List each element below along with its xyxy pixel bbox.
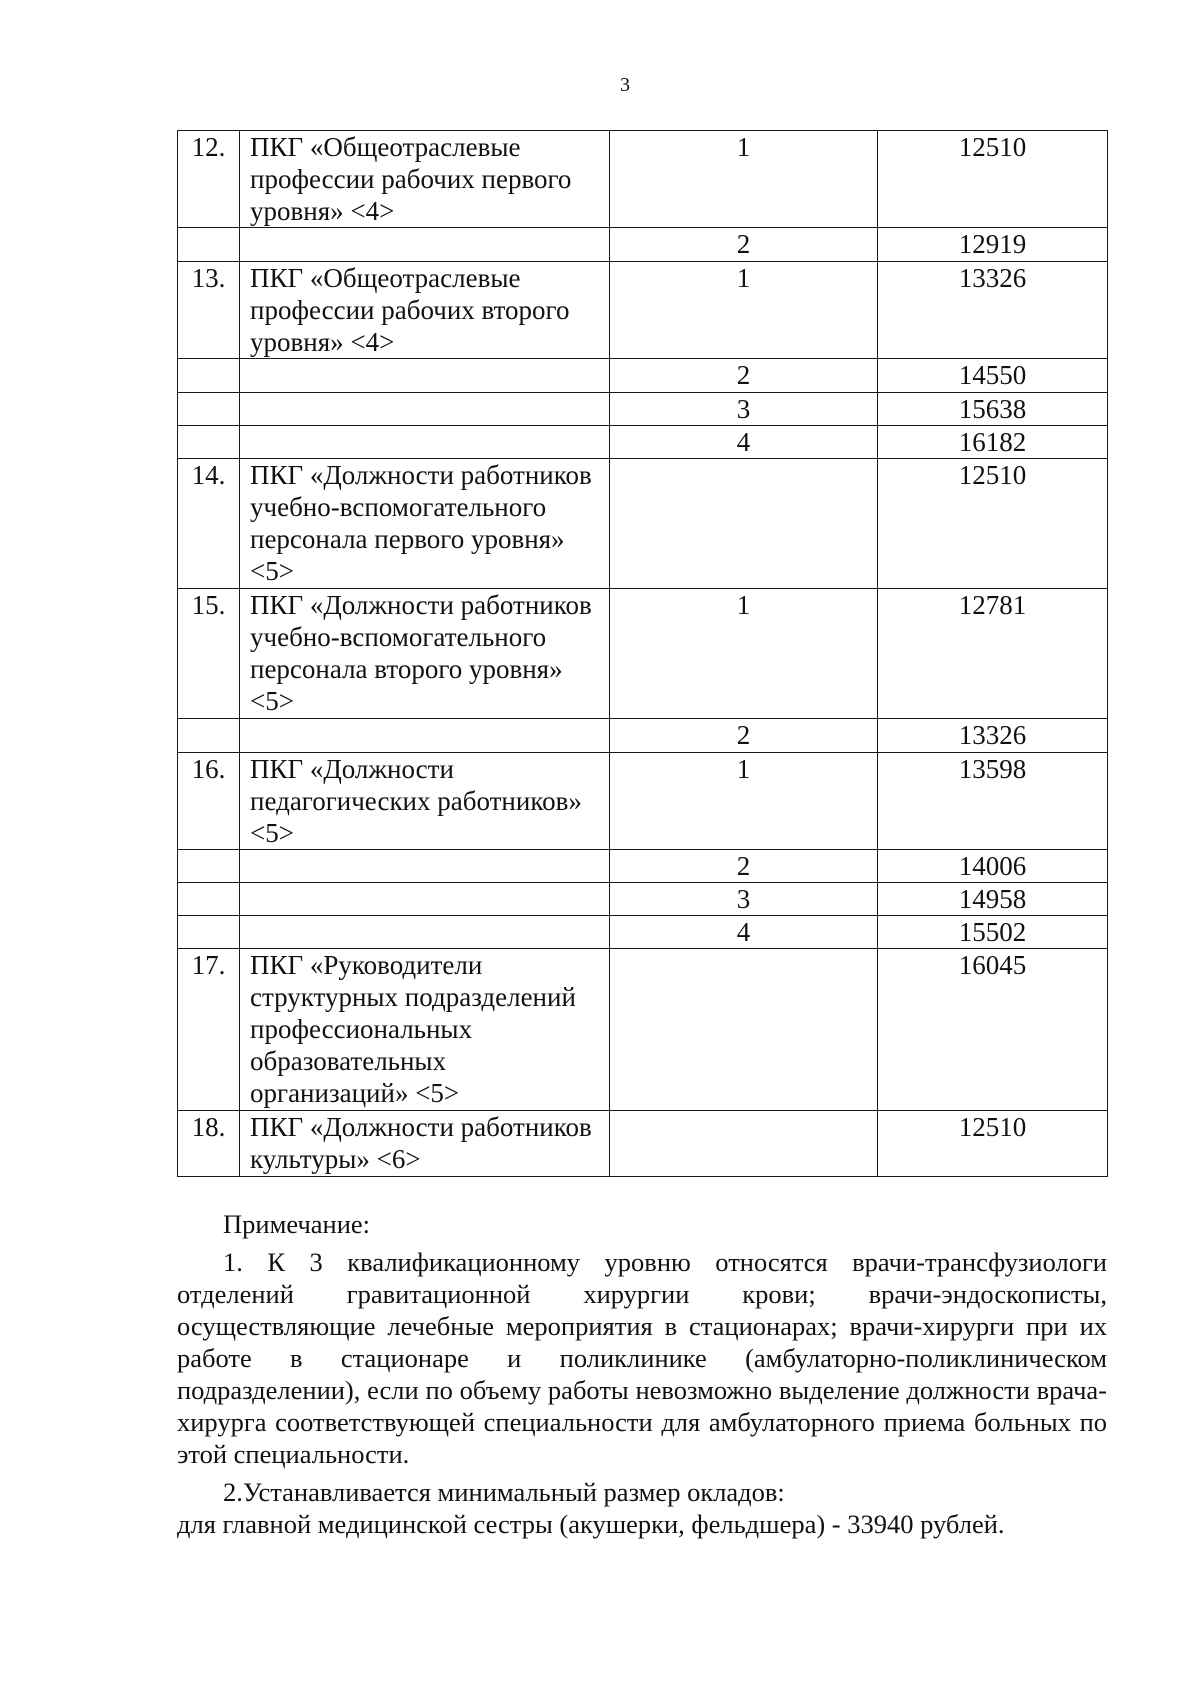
salary-amount: 13326	[878, 262, 1108, 359]
row-number	[178, 916, 240, 949]
table-row	[178, 426, 1108, 459]
table-row	[178, 393, 1108, 426]
row-number	[178, 393, 240, 426]
row-number: 17.	[178, 949, 240, 1111]
table-row	[178, 719, 1108, 753]
qualification-level: 2	[610, 719, 878, 753]
salary-amount: 12781	[878, 589, 1108, 719]
row-number	[178, 850, 240, 883]
salary-amount: 13326	[878, 719, 1108, 753]
group-name: ПКГ «Должности работников учебно-вспомогательного персонала второго уровня» <5>	[240, 589, 610, 719]
note-item-2-detail: для главной медицинской сестры (акушерки, фельдшера) - 33940 рублей.	[177, 1509, 1005, 1539]
group-name	[240, 916, 610, 949]
salary-amount: 12510	[878, 131, 1108, 228]
row-number: 12.	[178, 131, 240, 228]
table-row	[178, 589, 1108, 719]
salary-amount: 16182	[878, 426, 1108, 459]
group-name: ПКГ «Руководители структурных подразделений профессиональных образовательных организаций» <5>	[240, 949, 610, 1111]
group-name: ПКГ «Должности педагогических работников» <5>	[240, 753, 610, 850]
table-row	[178, 916, 1108, 949]
notes-section	[177, 1208, 1107, 1540]
qualification-level: 1	[610, 753, 878, 850]
salary-amount: 13598	[878, 753, 1108, 850]
notes-title: Примечание:	[223, 1209, 371, 1239]
group-name	[240, 850, 610, 883]
group-name	[240, 359, 610, 393]
qualification-level: 3	[610, 393, 878, 426]
salary-amount: 14550	[878, 359, 1108, 393]
salary-table	[177, 130, 1108, 1177]
qualification-level: 2	[610, 359, 878, 393]
table-row	[178, 459, 1108, 589]
row-number	[178, 719, 240, 753]
qualification-level: 4	[610, 916, 878, 949]
table-row	[178, 1111, 1108, 1177]
row-number	[178, 426, 240, 459]
group-name	[240, 426, 610, 459]
row-number: 18.	[178, 1111, 240, 1177]
note-item-1: 1. К 3 квалификационному уровню относятся врачи-трансфузиологи отделений гравитационной хирургии крови; врачи-эндоскописты, осуществляющие лечебные мероприятия в стационарах; врачи-хирурги при их работе в стационаре и поликлинике (амбулаторно-поликлиническом подразделении), если по объему работы невозможно выделение должности врача-хирурга соответствующей специальности для амбулаторного приема больных по этой специальности.	[177, 1247, 1107, 1469]
table-row	[178, 949, 1108, 1111]
qualification-level: 4	[610, 426, 878, 459]
group-name: ПКГ «Общеотраслевые профессии рабочих первого уровня» <4>	[240, 131, 610, 228]
table-row	[178, 228, 1108, 262]
row-number	[178, 359, 240, 393]
group-name: ПКГ «Должности работников культуры» <6>	[240, 1111, 610, 1177]
row-number: 16.	[178, 753, 240, 850]
table-row	[178, 359, 1108, 393]
table-row	[178, 262, 1108, 359]
page-number: 3	[620, 74, 630, 96]
qualification-level: 2	[610, 228, 878, 262]
qualification-level: 3	[610, 883, 878, 916]
salary-amount: 15638	[878, 393, 1108, 426]
salary-amount: 12919	[878, 228, 1108, 262]
table-row	[178, 850, 1108, 883]
qualification-level: 1	[610, 131, 878, 228]
note-item-2: 2.Устанавливается минимальный размер окладов:	[223, 1477, 785, 1507]
group-name	[240, 393, 610, 426]
row-number	[178, 228, 240, 262]
salary-amount: 14958	[878, 883, 1108, 916]
group-name	[240, 719, 610, 753]
qualification-level	[610, 949, 878, 1111]
group-name: ПКГ «Общеотраслевые профессии рабочих второго уровня» <4>	[240, 262, 610, 359]
qualification-level: 1	[610, 262, 878, 359]
salary-amount: 12510	[878, 1111, 1108, 1177]
row-number: 15.	[178, 589, 240, 719]
row-number	[178, 883, 240, 916]
salary-amount: 15502	[878, 916, 1108, 949]
salary-amount: 16045	[878, 949, 1108, 1111]
qualification-level	[610, 1111, 878, 1177]
table-row	[178, 883, 1108, 916]
table-row	[178, 753, 1108, 850]
qualification-level: 1	[610, 589, 878, 719]
group-name	[240, 228, 610, 262]
salary-amount: 14006	[878, 850, 1108, 883]
salary-amount: 12510	[878, 459, 1108, 589]
qualification-level: 2	[610, 850, 878, 883]
qualification-level	[610, 459, 878, 589]
group-name	[240, 883, 610, 916]
row-number: 14.	[178, 459, 240, 589]
group-name: ПКГ «Должности работников учебно-вспомогательного персонала первого уровня» <5>	[240, 459, 610, 589]
table-row	[178, 131, 1108, 228]
row-number: 13.	[178, 262, 240, 359]
